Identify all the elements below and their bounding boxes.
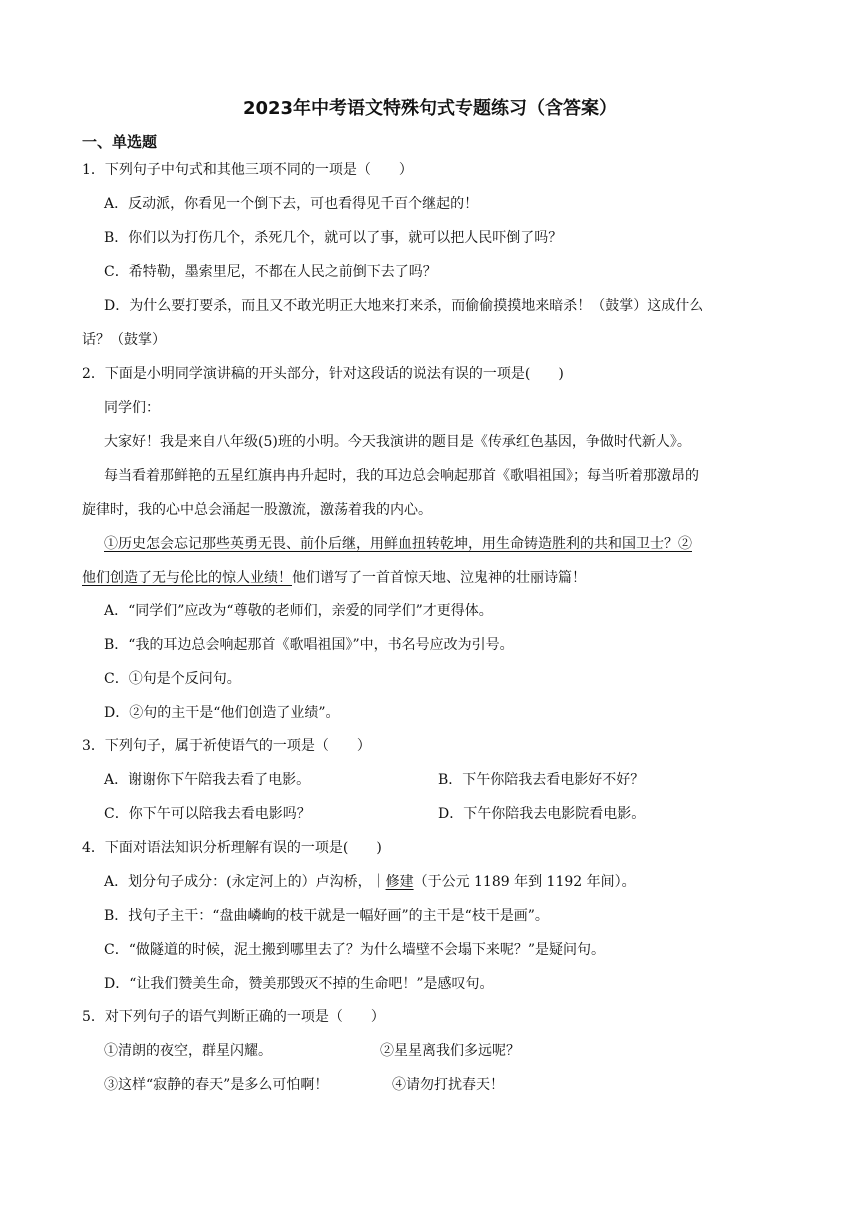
- passage-paragraph-2: 每当看着那鲜艳的五星红旗冉冉升起时，我的耳边总会响起那首《歌唱祖国》；每当听着那激昂的: [104, 468, 699, 484]
- question-5-sentence-4: ④请勿打扰春天！: [392, 1077, 504, 1093]
- question-1-option-d-cont: 话？（鼓掌）: [82, 332, 166, 348]
- question-5-sentence-3: ③这样“寂静的春天”是多么可怕啊！: [104, 1077, 329, 1093]
- question-3-option-d: D．下午你陪我去电影院看电影。: [438, 806, 646, 822]
- option-a-underlined: 修建: [385, 874, 414, 890]
- passage-paragraph-2-cont: 旋律时，我的心中总会涌起一股激流，激荡着我的内心。: [82, 502, 432, 518]
- question-3-option-a: A．谢谢你下午陪我去看了电影。: [104, 772, 311, 788]
- question-1-option-a: A．反动派，你看见一个倒下去，可也看得见千百个继起的！: [104, 196, 479, 212]
- page-title: 2023年中考语文特殊句式专题练习（含答案）: [242, 98, 618, 119]
- question-5-sentence-2: ②星星离我们多远呢？: [380, 1043, 520, 1059]
- option-a-prefix: A．划分句子成分：(永定河上的）卢沟桥，｜: [104, 874, 386, 890]
- question-2-option-d: D．②句的主干是“他们创造了业绩”。: [104, 705, 340, 721]
- question-2-option-b: B．“我的耳边总会响起那首《歌唱祖国》”中，书名号应改为引号。: [104, 637, 514, 653]
- question-4-option-d: D．“让我们赞美生命，赞美那毁灭不掉的生命吧！”是感叹句。: [104, 976, 494, 992]
- question-2-stem: 2．下面是小明同学演讲稿的开头部分，针对这段话的说法有误的一项是( ): [82, 366, 564, 382]
- question-1-option-c: C．希特勒，墨索里尼，不都在人民之前倒下去了吗？: [104, 264, 437, 280]
- question-3-option-b: B．下午你陪我去看电影好不好？: [438, 772, 645, 788]
- question-4-option-c: C．“做隧道的时候，泥土搬到哪里去了？为什么墙壁不会塌下来呢？”是疑问句。: [104, 942, 606, 958]
- passage-sentence-2: [82, 568, 586, 588]
- passage-sentence-3: 他们谱写了一首首惊天地、泣鬼神的壮丽诗篇！: [292, 570, 586, 586]
- question-5-sentence-1: ①清朗的夜空，群星闪耀。: [104, 1043, 272, 1059]
- question-4-option-b: B．找句子主干：“盘曲嶙峋的枝干就是一幅好画”的主干是“枝干是画”。: [104, 908, 549, 924]
- question-2-option-a: A．“同学们”应改为“尊敬的老师们，亲爱的同学们”才更得体。: [104, 603, 493, 619]
- passage-greeting: 同学们：: [104, 400, 160, 416]
- question-2-option-c: C．①句是个反问句。: [104, 671, 241, 687]
- question-3-stem: 3．下列句子，属于祈使语气的一项是（ ）: [82, 738, 371, 754]
- question-5-stem: 5．对下列句子的语气判断正确的一项是（ ）: [82, 1009, 385, 1025]
- question-4-stem: 4．下面对语法知识分析理解有误的一项是( ): [82, 840, 382, 856]
- underlined-sentence: 他们创造了无与伦比的惊人业绩！: [82, 570, 292, 586]
- section-heading: 一、单选题: [82, 133, 158, 151]
- passage-paragraph-1: 大家好！我是来自八年级(5)班的小明。今天我演讲的题目是《传承红色基因，争做时代新人》。: [104, 434, 691, 450]
- option-a-suffix: （于公元 1189 年到 1192 年间）。: [413, 874, 636, 890]
- question-3-option-c: C．你下午可以陪我去看电影吗？: [104, 806, 311, 822]
- question-1-option-d: D．为什么要打要杀，而且又不敢光明正大地来打来杀，而偷偷摸摸地来暗杀！（鼓掌）这成什么: [104, 298, 704, 314]
- question-1-option-b: B．你们以为打伤几个，杀死几个，就可以了事，就可以把人民吓倒了吗？: [104, 230, 563, 246]
- question-4-option-a: [104, 872, 636, 892]
- question-1-stem: 1．下列句子中句式和其他三项不同的一项是（ ）: [82, 162, 413, 178]
- passage-sentence-1: ①历史怎会忘记那些英勇无畏、前仆后继，用鲜血扭转乾坤，用生命铸造胜利的共和国卫士？②: [104, 536, 692, 552]
